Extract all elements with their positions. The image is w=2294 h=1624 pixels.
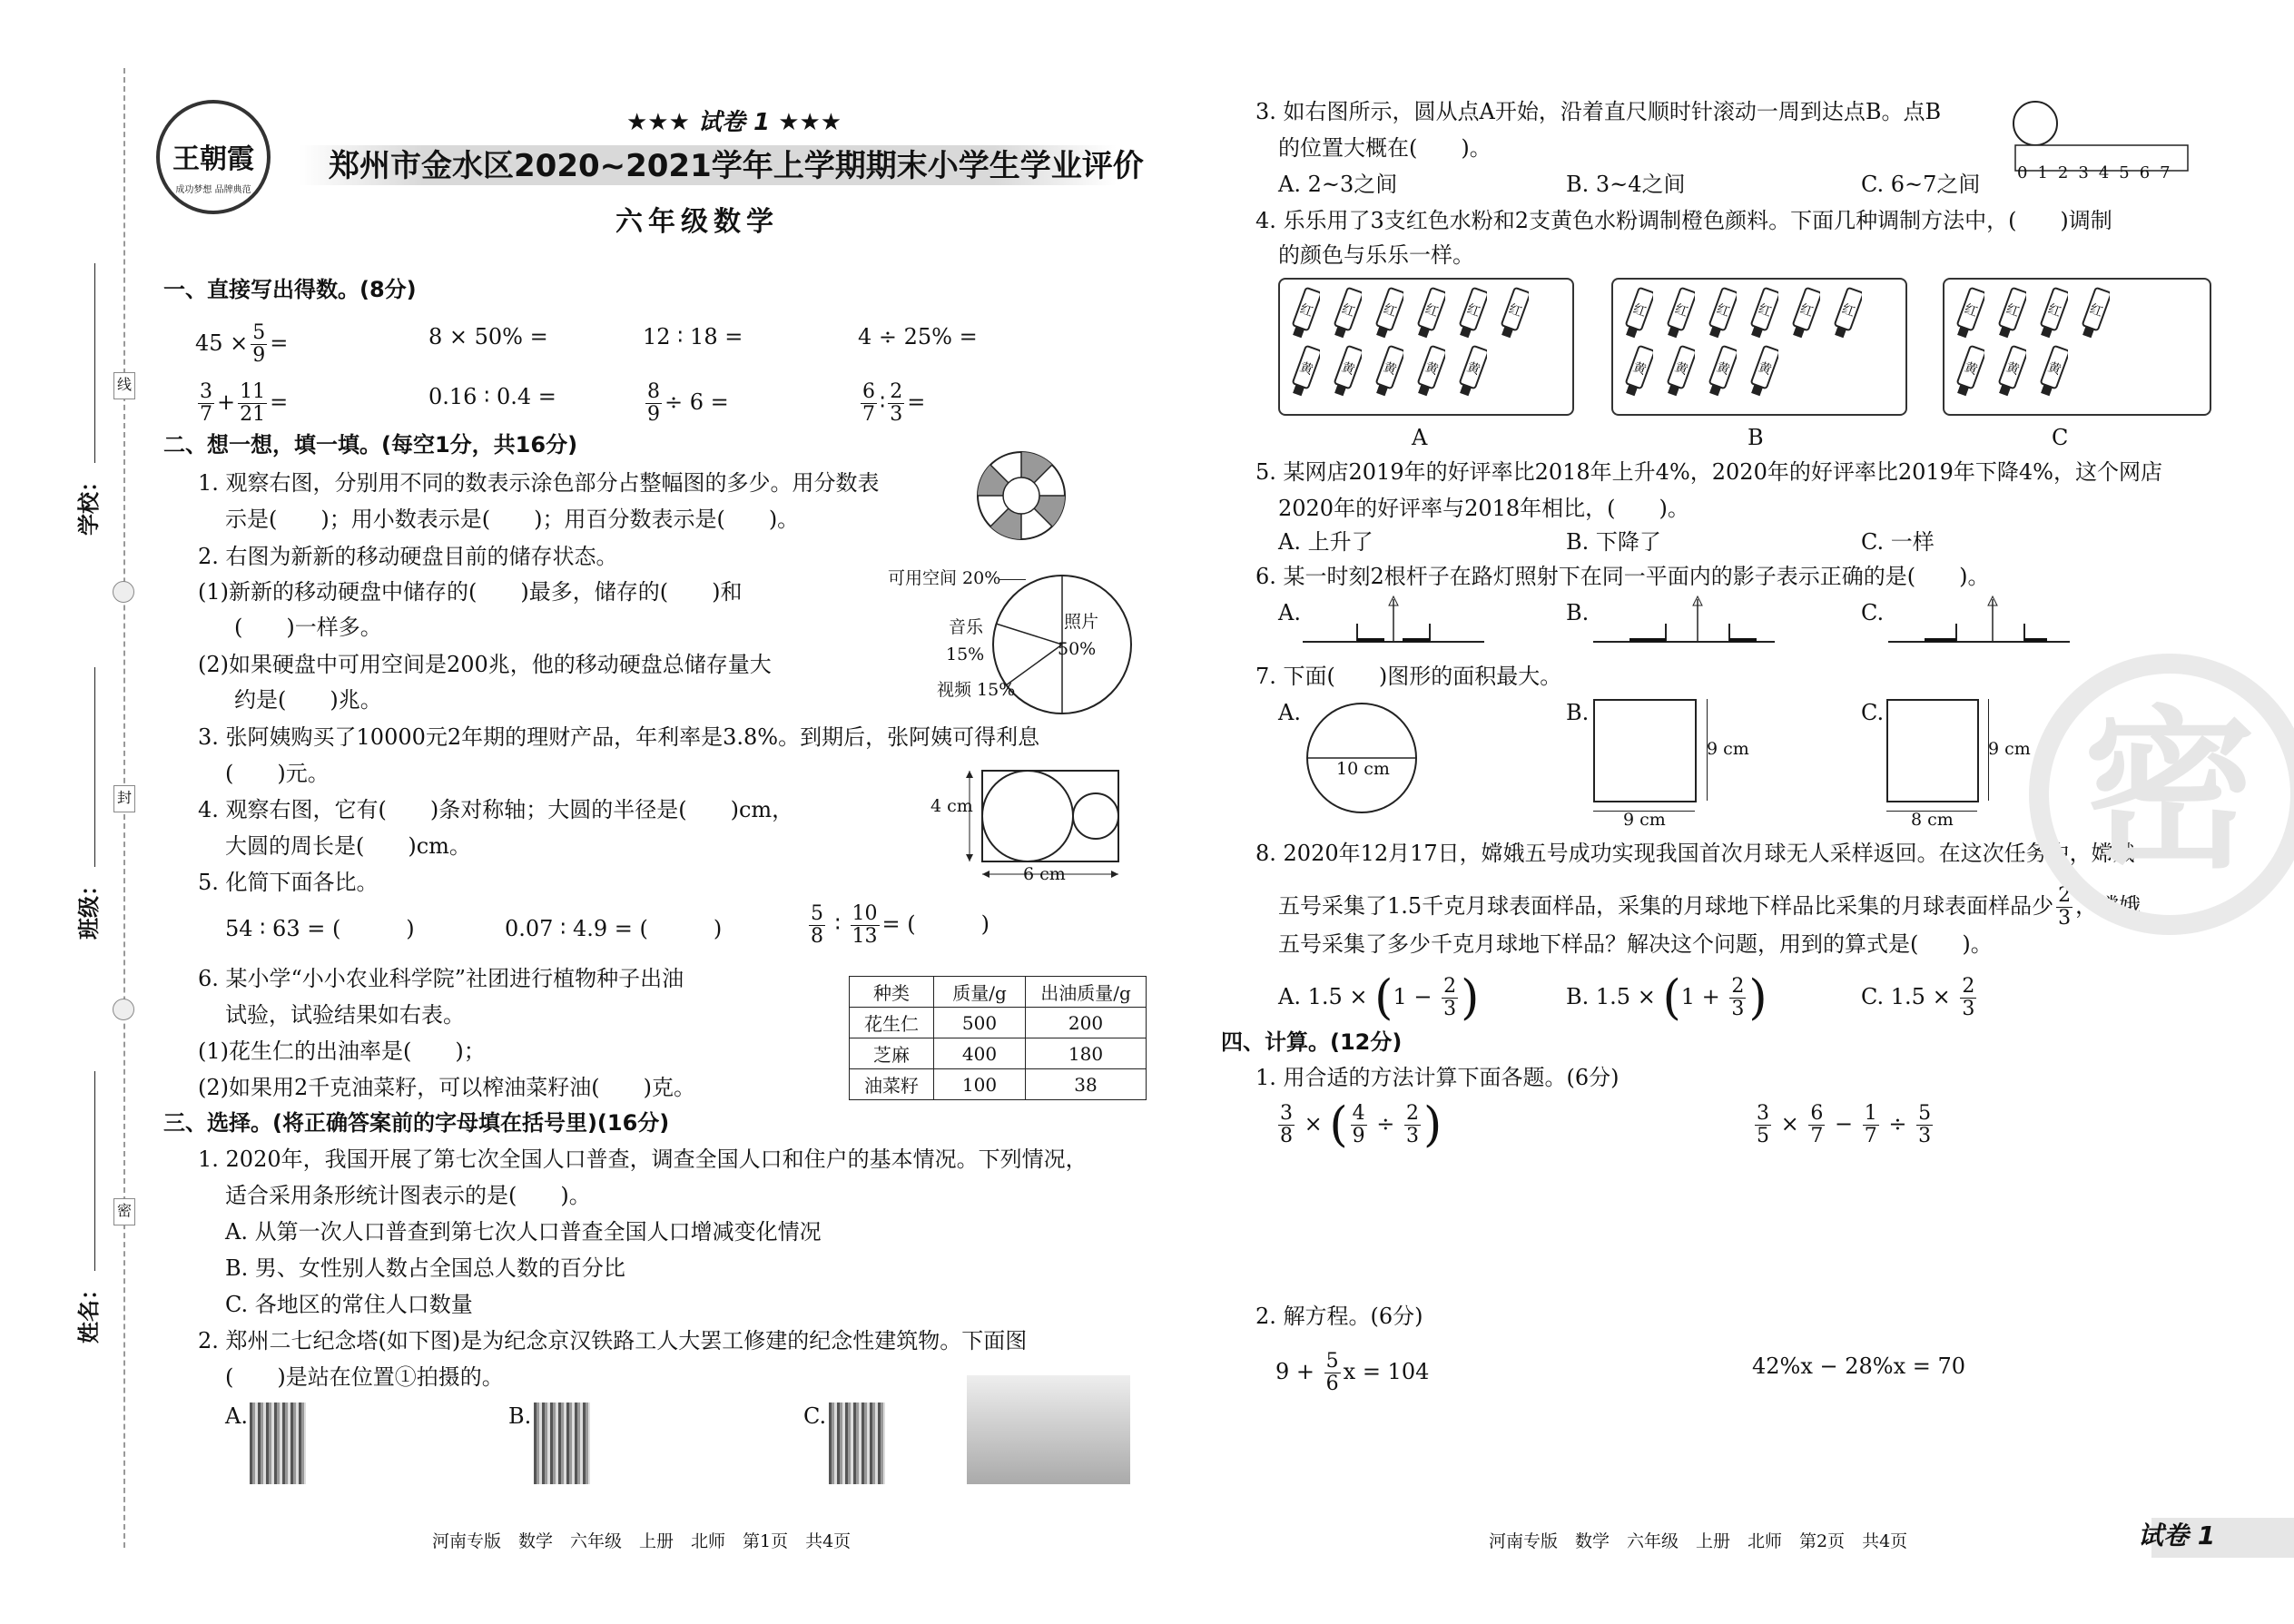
svg-text:黄: 黄 xyxy=(2045,359,2063,379)
rect-c-height: 9 cm xyxy=(1988,739,2031,759)
pie-label-photo: 照片 xyxy=(1064,612,1099,632)
name-label: 姓名： xyxy=(76,1278,102,1343)
table-cell: 200 xyxy=(1026,1008,1147,1038)
equation-1: 9 + $\frac{5}{6}$ x = 104 xyxy=(1275,1350,1430,1395)
s2-q1a: 1. 观察右图，分别用不同的数表示涂色部分占整幅图的多少。用分数表 xyxy=(198,470,880,496)
paint-tube-icon xyxy=(1456,345,1487,412)
s3-q8c: 五号采集了多少千克月球地下样品？解决这个问题，用到的算式是( )。 xyxy=(1278,931,1993,957)
svg-text:黄: 黄 xyxy=(1962,359,1980,379)
logo-name: 王朝霞 xyxy=(172,143,254,175)
table-cell: 100 xyxy=(934,1069,1026,1100)
class-line[interactable] xyxy=(94,667,95,867)
mark-feng: 封 xyxy=(113,785,135,812)
footer-right: 河南专版 数学 六年级 上册 北师 第2页 共4页 xyxy=(1489,1531,1908,1551)
paint-tube-icon xyxy=(1331,287,1362,354)
s3-q2-label-c: C. xyxy=(803,1403,827,1429)
paint-tube-icon xyxy=(1622,287,1653,354)
s3-q8-option-b: B. 1.5 × (1 + $\frac{2}{3}$ ) xyxy=(1566,970,1767,1026)
svg-text:红: 红 xyxy=(1423,301,1441,320)
s3-q8b: 五号采集了1.5千克月球表面样品，采集的月球地下样品比采集的月球表面样品少 $\frac{2}{3}$ ，嫦娥 xyxy=(1278,884,2141,930)
s3-q3b: 的位置大概在( )。 xyxy=(1278,135,1492,161)
s2-q2: 2. 右图为新新的移动硬盘目前的储存状态。 xyxy=(198,544,618,569)
s3-q2a: 2. 郑州二七纪念塔(如下图)是为纪念京汉铁路工人大罢工修建的纪念性建筑物。下面图 xyxy=(198,1328,1028,1353)
s2-q3a: 3. 张阿姨购买了10000元2年期的理财产品，年利率是3.8%。到期后，张阿姨可得利息 xyxy=(198,724,1040,750)
s3-q1a: 1. 2020年，我国开展了第七次全国人口普查，调查全国人口和住户的基本情况。下列情况， xyxy=(198,1147,1088,1172)
school-line[interactable] xyxy=(94,263,95,463)
calc-2: 8 × 50% = xyxy=(428,324,548,349)
calc-8: $\frac{6}{7}$ ∶ $\frac{2}{3}$ = xyxy=(862,380,926,426)
paint-tube-icon xyxy=(1289,287,1320,354)
calc-1: 45 × $\frac{5}{9}$ = xyxy=(195,321,289,367)
s3-q7-label-c: C. xyxy=(1861,700,1885,725)
table-header: 质量/g xyxy=(934,977,1026,1008)
paint-tube-icon xyxy=(1706,345,1737,412)
secret-watermark: 密 xyxy=(2029,654,2294,935)
s2-q6-1: (1)花生仁的出油率是( )； xyxy=(198,1038,486,1064)
svg-text:黄: 黄 xyxy=(1297,359,1315,379)
binding-hole xyxy=(113,999,134,1020)
calc-4: 4 ÷ 25% = xyxy=(858,324,978,349)
s2-q2-2b: 约是( )兆。 xyxy=(234,687,382,713)
s2-q4b: 大圆的周长是( )cm。 xyxy=(225,833,471,859)
logo-sub: 成功梦想 品牌典范 xyxy=(175,185,251,195)
mark-mi: 密 xyxy=(113,1198,135,1225)
table-header: 种类 xyxy=(850,977,934,1008)
s3-q8-option-c: C. 1.5 × $\frac{2}{3}$ xyxy=(1861,975,1975,1020)
s3-q7-label-a: A. xyxy=(1278,700,1301,725)
s3-q5b: 2020年的好评率与2018年相比，( )。 xyxy=(1278,496,1689,521)
name-line[interactable] xyxy=(94,1071,95,1271)
paint-tube-icon xyxy=(1664,287,1695,354)
mark-xian: 线 xyxy=(113,372,135,399)
fig4-width: 6 cm xyxy=(1023,864,1066,884)
s3-q1b: 适合采用条形统计图表示的是( )。 xyxy=(225,1183,591,1208)
paint-tube-icon xyxy=(1414,345,1445,412)
paint-tube-icon xyxy=(1748,287,1778,354)
pie-label-photo-pct: 50% xyxy=(1058,639,1097,659)
svg-text:红: 红 xyxy=(1797,301,1816,320)
paint-tube-icon xyxy=(1498,287,1529,354)
s2-q2-1b: ( )一样多。 xyxy=(234,615,382,640)
s3-q6: 6. 某一时刻2根杆子在路灯照射下在同一平面内的影子表示正确的是( )。 xyxy=(1255,564,1990,589)
paint-tube-icon xyxy=(1954,287,1984,354)
s2-q6b: 试验，试验结果如右表。 xyxy=(225,1002,465,1028)
svg-text:黄: 黄 xyxy=(1423,359,1441,379)
s3-q2-label-a: A. xyxy=(225,1403,248,1429)
s3-q8a: 8. 2020年12月17日，嫦娥五号成功实现我国首次月球无人采样返回。在这次任务中，嫦娥 xyxy=(1255,841,2135,866)
s3-q4b: 的颜色与乐乐一样。 xyxy=(1278,242,1474,268)
paint-tube-icon xyxy=(2037,287,2068,354)
paint-tube-icon xyxy=(1373,345,1403,412)
paint-tube-icon xyxy=(1831,287,1862,354)
s4-q2: 2. 解方程。(6分) xyxy=(1255,1304,1423,1329)
area-square-b xyxy=(1593,699,1697,802)
svg-text:黄: 黄 xyxy=(1630,359,1649,379)
ratio-1: 54 ∶ 63 = ( ) xyxy=(225,916,415,941)
svg-text:黄: 黄 xyxy=(1714,359,1732,379)
footer-exam-tag: 试卷 1 xyxy=(2138,1521,2216,1550)
svg-text:红: 红 xyxy=(1339,301,1357,320)
s3-q5-option-a: A. 上升了 xyxy=(1278,529,1373,555)
s2-q5: 5. 化简下面各比。 xyxy=(198,870,379,895)
calc-5: $\frac{3}{7}$ + $\frac{11}{21}$ = xyxy=(200,380,289,426)
s3-q1-option-c: C. 各地区的常住人口数量 xyxy=(225,1292,473,1317)
paint-tube-icon xyxy=(1789,287,1820,354)
s3-q8-option-a: A. 1.5 × (1 − $\frac{2}{3}$ ) xyxy=(1278,970,1480,1026)
calc-expression-2: $\frac{3}{5}$ × $\frac{6}{7}$ − $\frac{1}{7}$ ÷ $\frac{5}{3}$ xyxy=(1757,1102,1932,1147)
section4-heading: 四、计算。(12分) xyxy=(1221,1029,1403,1055)
s2-q6a: 6. 某小学“小小农业科学院”社团进行植物种子出油 xyxy=(198,966,684,991)
s3-q1-option-a: A. 从第一次人口普查到第七次人口普查全国人口增减变化情况 xyxy=(225,1219,822,1245)
paint-tube-icon xyxy=(1622,345,1653,412)
rect-c-width: 8 cm xyxy=(1911,810,1954,830)
s3-q3-option-a: A. 2~3之间 xyxy=(1278,172,1398,197)
paint-tube-icon xyxy=(1414,287,1445,354)
svg-text:红: 红 xyxy=(1464,301,1482,320)
s2-q4a: 4. 观察右图，它有( )条对称轴；大圆的半径是( )cm， xyxy=(198,797,794,822)
s3-q6-label-a: A. xyxy=(1278,600,1301,625)
tower-location-photo xyxy=(967,1375,1130,1484)
svg-text:黄: 黄 xyxy=(1381,359,1399,379)
pie-label-video: 视频 15% xyxy=(937,680,1016,700)
s3-q6-label-c: C. xyxy=(1861,600,1885,625)
s3-q4a: 4. 乐乐用了3支红色水粉和2支黄色水粉调制橙色颜料。下面几种调制方法中，( )调制 xyxy=(1255,208,2112,233)
table-cell: 芝麻 xyxy=(850,1038,934,1069)
svg-text:红: 红 xyxy=(2004,301,2022,320)
s3-q3a: 3. 如右图所示，圆从点A开始，沿着直尺顺时针滚动一周到达点B。点B xyxy=(1255,99,1942,124)
page-title: 郑州市金水区2020~2021学年上学期期末小学生学业评价 xyxy=(329,148,1144,184)
pie-pointer xyxy=(999,579,1026,580)
svg-text:黄: 黄 xyxy=(2004,359,2022,379)
ruler-ticks: 01234567 xyxy=(2017,163,2181,182)
svg-text:红: 红 xyxy=(1756,301,1774,320)
paint-tube-icon xyxy=(1664,345,1695,412)
fig4-height: 4 cm xyxy=(930,796,973,816)
section1-heading: 一、直接写出得数。(8分) xyxy=(163,277,417,302)
school-label: 学校： xyxy=(76,470,102,536)
s4-q1: 1. 用合适的方法计算下面各题。(6分) xyxy=(1255,1065,1620,1090)
s2-q1b: 示是( )；用小数表示是( )；用百分数表示是( )。 xyxy=(225,507,800,532)
svg-text:红: 红 xyxy=(1297,301,1315,320)
svg-text:红: 红 xyxy=(1506,301,1524,320)
tower-photo-b xyxy=(534,1403,590,1484)
calc-6: 0.16 ∶ 0.4 = xyxy=(428,384,556,409)
exam-tag: ★★★ 试卷 1 ★★★ xyxy=(626,109,842,136)
table-cell: 油菜籽 xyxy=(850,1069,934,1100)
paint-label-c: C xyxy=(2052,425,2069,450)
s3-q5-option-c: C. 一样 xyxy=(1861,529,1935,555)
s3-q6-label-b: B. xyxy=(1566,600,1590,625)
page-subtitle: 六年级数学 xyxy=(615,206,779,238)
s3-q5a: 5. 某网店2019年的好评率比2018年上升4%，2020年的好评率比2019年下降4%，这个网店 xyxy=(1255,459,2162,485)
svg-text:黄: 黄 xyxy=(1339,359,1357,379)
paint-tube-icon xyxy=(1995,287,2026,354)
svg-text:红: 红 xyxy=(2045,301,2063,320)
paint-label-a: A xyxy=(1412,425,1428,450)
svg-text:红: 红 xyxy=(1672,301,1690,320)
binding-hole xyxy=(113,581,134,603)
calc-expression-1: $\frac{3}{8}$ × ( $\frac{4}{9}$ ÷ $\frac{2}{3}$ ) xyxy=(1280,1097,1442,1153)
calc-3: 12 ∶ 18 = xyxy=(643,324,743,349)
s2-q6-2: (2)如果用2千克油菜籽，可以榨油菜籽油( )克。 xyxy=(198,1075,695,1100)
table-cell: 38 xyxy=(1026,1069,1147,1100)
shadow-figure-b xyxy=(1593,595,1775,649)
brand-logo xyxy=(156,100,271,214)
paint-tube-icon xyxy=(1289,345,1320,412)
ratio-2: 0.07 ∶ 4.9 = ( ) xyxy=(505,916,723,941)
tower-photo-a xyxy=(250,1403,306,1484)
calc-7: $\frac{8}{9}$ ÷ 6 = xyxy=(647,380,729,426)
table-header: 出油质量/g xyxy=(1026,977,1147,1008)
ratio-3: $\frac{5}{8}$ ∶ $\frac{10}{13}$ = ( ) xyxy=(811,902,989,948)
square-b-side-bottom: 9 cm xyxy=(1623,810,1666,830)
table-cell: 花生仁 xyxy=(850,1008,934,1038)
paint-tube-icon xyxy=(1954,345,1984,412)
square-b-side-right: 9 cm xyxy=(1707,739,1749,759)
s3-q1-option-b: B. 男、女性别人数占全国总人数的百分比 xyxy=(225,1255,625,1281)
sector-circle-figure xyxy=(973,448,1069,544)
s2-q2-2a: (2)如果硬盘中可用空间是200兆，他的移动硬盘总储存量大 xyxy=(198,652,772,677)
paint-tube-icon xyxy=(1706,287,1737,354)
s3-q5-option-b: B. 下降了 xyxy=(1566,529,1661,555)
s2-q2-1a: (1)新新的移动硬盘中储存的( )最多，储存的( )和 xyxy=(198,579,743,605)
svg-text:红: 红 xyxy=(1381,301,1399,320)
s3-q3-option-b: B. 3~4之间 xyxy=(1566,172,1686,197)
s3-q2b: ( )是站在位置①拍摄的。 xyxy=(225,1364,504,1390)
paint-label-b: B xyxy=(1748,425,1764,450)
shadow-figure-a xyxy=(1303,595,1484,649)
shadow-figure-c xyxy=(1888,595,2070,649)
svg-text:黄: 黄 xyxy=(1464,359,1482,379)
paint-tube-icon xyxy=(2037,345,2068,412)
class-label: 班级： xyxy=(76,874,102,940)
paint-tube-icon xyxy=(1373,287,1403,354)
oil-table xyxy=(849,976,1147,1100)
circle-diameter-label: 10 cm xyxy=(1336,759,1390,779)
s2-q3b: ( )元。 xyxy=(225,761,330,786)
paint-tube-icon xyxy=(2079,287,2110,354)
paint-tube-icon xyxy=(1995,345,2026,412)
svg-text:红: 红 xyxy=(1714,301,1732,320)
s3-q3-option-c: C. 6~7之间 xyxy=(1861,172,1981,197)
table-cell: 400 xyxy=(934,1038,1026,1069)
svg-text:红: 红 xyxy=(1630,301,1649,320)
pie-label-music-pct: 15% xyxy=(946,645,985,664)
section2-heading: 二、想一想，填一填。(每空1分，共16分) xyxy=(163,432,578,458)
s3-q7: 7. 下面( )图形的面积最大。 xyxy=(1255,664,1562,689)
paint-tube-icon xyxy=(1456,287,1487,354)
pie-label-free: 可用空间 20% xyxy=(888,568,1001,588)
paint-tube-icon xyxy=(1331,345,1362,412)
s3-q2-label-b: B. xyxy=(508,1403,532,1429)
svg-text:红: 红 xyxy=(1839,301,1857,320)
section3-heading: 三、选择。(将正确答案前的字母填在括号里)(16分) xyxy=(163,1110,670,1136)
paint-tube-icon xyxy=(1748,345,1778,412)
tower-photo-c xyxy=(829,1403,885,1484)
table-cell: 180 xyxy=(1026,1038,1147,1069)
pie-label-music: 音乐 xyxy=(949,617,984,637)
svg-text:黄: 黄 xyxy=(1672,359,1690,379)
svg-text:黄: 黄 xyxy=(1756,359,1774,379)
svg-text:红: 红 xyxy=(2087,301,2105,320)
equation-2: 42%x − 28%x = 70 xyxy=(1752,1353,1966,1379)
s3-q7-label-b: B. xyxy=(1566,700,1590,725)
footer-left: 河南专版 数学 六年级 上册 北师 第1页 共4页 xyxy=(432,1531,852,1551)
svg-text:红: 红 xyxy=(1962,301,1980,320)
area-rect-c xyxy=(1886,699,1979,802)
table-cell: 500 xyxy=(934,1008,1026,1038)
